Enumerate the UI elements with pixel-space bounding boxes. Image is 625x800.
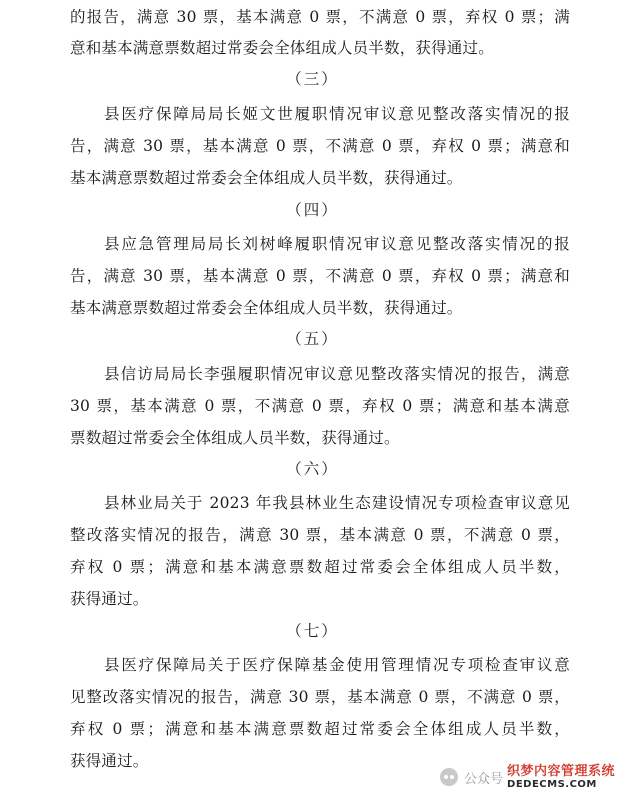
text-line: 意和基本满意票数超过常委会全体组成人员半数，获得通过。 <box>70 39 494 57</box>
section-heading-6: （六） <box>286 460 339 478</box>
text-line: 县医疗保障局局长姬文世履职情况审议意见整改落实情况的报 <box>104 105 570 123</box>
text-line: 告，满意 30 票，基本满意 0 票，不满意 0 票，弃权 0 票；满意和 <box>70 267 570 285</box>
source-watermark <box>440 762 620 792</box>
wechat-icon <box>440 768 458 786</box>
text-line: 基本满意票数超过常委会全体组成人员半数，获得通过。 <box>70 299 463 317</box>
text-line: 县林业局关于 2023 年我县林业生态建设情况专项检查审议意见 <box>104 494 570 512</box>
section-heading-3: （三） <box>286 70 339 88</box>
text-line: 30 票，基本满意 0 票，不满意 0 票，弃权 0 票；满意和基本满意 <box>70 397 570 415</box>
section-heading-4: （四） <box>286 201 339 219</box>
text-line: 获得通过。 <box>70 752 149 770</box>
text-line: 告，满意 30 票，基本满意 0 票，不满意 0 票，弃权 0 票；满意和 <box>70 137 570 155</box>
text-line: 整改落实情况的报告，满意 30 票，基本满意 0 票，不满意 0 票， <box>70 526 570 544</box>
text-line: 基本满意票数超过常委会全体组成人员半数，获得通过。 <box>70 169 463 187</box>
text-line: 见整改落实情况的报告，满意 30 票，基本满意 0 票，不满意 0 票， <box>70 688 570 706</box>
text-line: 票数超过常委会全体组成人员半数，获得通过。 <box>70 429 400 447</box>
text-line: 县应急管理局局长刘树峰履职情况审议意见整改落实情况的报 <box>104 235 570 253</box>
text-line: 县医疗保障局关于医疗保障基金使用管理情况专项检查审议意 <box>104 656 570 674</box>
text-line: 弃权 0 票；满意和基本满意票数超过常委会全体组成人员半数， <box>70 558 570 576</box>
text-line: 弃权 0 票；满意和基本满意票数超过常委会全体组成人员半数， <box>70 720 570 738</box>
watermark-domain: DEDECMS.COM <box>507 778 597 790</box>
text-line: 的报告，满意 30 票，基本满意 0 票，不满意 0 票，弃权 0 票；满 <box>70 8 570 26</box>
watermark-title: 织梦内容管理系统 <box>507 763 616 779</box>
source-label: 公众号 <box>464 771 504 787</box>
section-heading-5: （五） <box>286 330 339 348</box>
site-watermark <box>507 765 615 790</box>
text-line: 获得通过。 <box>70 590 149 608</box>
section-heading-7: （七） <box>286 622 339 640</box>
text-line: 县信访局局长李强履职情况审议意见整改落实情况的报告，满意 <box>104 365 570 383</box>
